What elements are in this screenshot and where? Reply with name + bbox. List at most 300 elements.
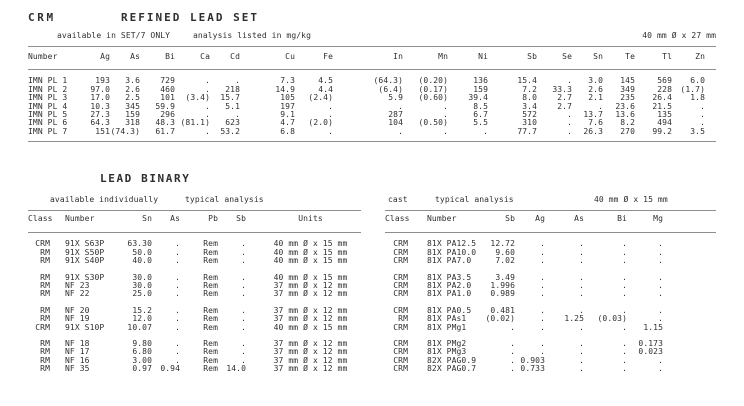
cell: .	[658, 289, 663, 299]
cell: 97.0	[90, 84, 110, 94]
cell: 37 mm Ø x 12 mm	[273, 289, 348, 299]
cell: 6.8	[280, 126, 295, 136]
cell: .	[622, 272, 627, 282]
cell: Rem	[203, 364, 218, 374]
cell: CRM	[393, 355, 408, 365]
cell: 197	[280, 101, 295, 111]
cell: CRM	[393, 247, 408, 257]
cell: NF 16	[65, 355, 90, 365]
cell: 37 mm Ø x 12 mm	[273, 347, 348, 357]
lead-binary-left-captions	[28, 193, 361, 210]
column-header: Number	[28, 47, 72, 70]
cell: .	[510, 322, 515, 332]
cell: 12.0	[132, 314, 152, 324]
cell: 3.49	[495, 272, 515, 282]
cell: 105	[280, 93, 295, 103]
cell: CRM	[393, 364, 408, 374]
column-header: In	[333, 47, 403, 70]
cell: 0.023	[638, 347, 663, 357]
column-header: Class	[385, 211, 411, 233]
cell: .	[622, 347, 627, 357]
cell: CRM	[393, 305, 408, 315]
cell: .	[328, 126, 333, 136]
cell: CRM	[393, 239, 408, 249]
cell: 37 mm Ø x 12 mm	[273, 305, 348, 315]
cell: 21.5	[652, 101, 672, 111]
cell: 3.4	[522, 101, 537, 111]
cell: 81X PA0.5	[427, 305, 472, 315]
cell: RM	[40, 272, 50, 282]
header-row	[28, 211, 361, 233]
cell: .	[579, 355, 584, 365]
cell: CRM	[393, 339, 408, 349]
cell: .	[205, 84, 210, 94]
cell: CRM	[393, 272, 408, 282]
cell: .	[235, 110, 240, 120]
table-row	[28, 233, 361, 249]
cell: .	[510, 355, 515, 365]
cell: 15.2	[132, 305, 152, 315]
refined-lead-set-title: REFINED LEAD SET	[121, 11, 259, 24]
cell: NF 19	[65, 314, 90, 324]
cell: .	[579, 339, 584, 349]
cell: 40 mm Ø x 15 mm	[273, 322, 348, 332]
cell: CRM	[393, 281, 408, 291]
cell: Rem	[203, 339, 218, 349]
cell: 270	[620, 126, 635, 136]
cell: (0.60)	[418, 93, 448, 103]
cell: 91X S30P	[65, 272, 105, 282]
cell: 0.481	[490, 305, 515, 315]
cell: 40.0	[132, 256, 152, 266]
cell: .	[540, 314, 545, 324]
column-header: Number	[54, 211, 114, 233]
cell: .	[658, 314, 663, 324]
cell: (0.20)	[418, 76, 448, 86]
cell: 30.0	[132, 281, 152, 291]
cell: 572	[522, 110, 537, 120]
cell: .	[175, 289, 180, 299]
binary-right-header	[385, 211, 716, 233]
cell: .	[579, 239, 584, 249]
cell: 2.7	[557, 101, 572, 111]
cell: 26.3	[583, 126, 603, 136]
column-header: As	[110, 47, 140, 70]
cell: 26.4	[652, 93, 672, 103]
cell: .	[241, 339, 246, 349]
cell: RM	[40, 364, 50, 374]
cell: NF 20	[65, 305, 90, 315]
cell: (81.1)	[180, 118, 210, 128]
cell: RM	[40, 281, 50, 291]
cell: 2.1	[588, 93, 603, 103]
cell: .	[205, 101, 210, 111]
cell: .	[510, 347, 515, 357]
cell: .	[510, 364, 515, 374]
cell: 81X PAs1	[427, 314, 467, 324]
binary-availability-caption: available individually	[50, 195, 159, 204]
cell: 37 mm Ø x 12 mm	[273, 314, 348, 324]
cell: .	[241, 247, 246, 257]
cell: 23.6	[615, 101, 635, 111]
cell: RM	[40, 305, 50, 315]
cell: 15.7	[220, 93, 240, 103]
column-header: Sb	[469, 211, 515, 233]
cell: .	[622, 289, 627, 299]
binary-right-body	[385, 233, 716, 374]
cell: .	[658, 272, 663, 282]
cell: .	[622, 339, 627, 349]
column-header: Te	[603, 47, 635, 70]
cell: (0.17)	[418, 84, 448, 94]
cell: RM	[40, 355, 50, 365]
cell: 5.5	[473, 118, 488, 128]
cell: 159	[125, 110, 140, 120]
cell: 10.3	[90, 101, 110, 111]
cell: .	[579, 272, 584, 282]
cell: .	[622, 322, 627, 332]
cell: .	[540, 339, 545, 349]
cell: 9.1	[280, 110, 295, 120]
cell: .	[567, 126, 572, 136]
cell: 5.9	[388, 93, 403, 103]
cell: .	[540, 256, 545, 266]
cell: (6.4)	[378, 84, 403, 94]
cell: 12.72	[490, 239, 515, 249]
cell: .	[540, 239, 545, 249]
lead-binary-title: LEAD BINARY	[100, 172, 191, 185]
table-row	[385, 257, 716, 265]
cell: 2.6	[125, 84, 140, 94]
cell: 61.7	[155, 126, 175, 136]
cell: RM	[40, 256, 50, 266]
cell: .	[175, 239, 180, 249]
table-row	[385, 290, 716, 298]
cell: 0.94	[160, 364, 180, 374]
cell: 30.0	[132, 272, 152, 282]
cell: RM	[398, 314, 408, 324]
cell: Rem	[203, 305, 218, 315]
cell: Rem	[203, 322, 218, 332]
column-header: Bi	[140, 47, 175, 70]
cell: Rem	[203, 272, 218, 282]
cell: CRM	[35, 322, 50, 332]
cell: 7.6	[588, 118, 603, 128]
cell: 15.4	[517, 76, 537, 86]
cell: .	[540, 347, 545, 357]
cell: Rem	[203, 239, 218, 249]
cell: 40 mm Ø x 15 mm	[273, 247, 348, 257]
cell: 39.4	[468, 93, 488, 103]
table-row	[28, 257, 361, 265]
cell: .	[579, 256, 584, 266]
cell: .	[658, 305, 663, 315]
cell: (0.02)	[485, 314, 515, 324]
cell: 101	[160, 93, 175, 103]
cell: 82X PAG0.7	[427, 364, 477, 374]
lead-binary-right-table	[385, 210, 716, 374]
cell: .	[622, 239, 627, 249]
cell: .	[622, 364, 627, 374]
cell: NF 18	[65, 339, 90, 349]
refined-specimen-size: 40 mm Ø x 27 mm	[642, 31, 716, 40]
cell: .	[658, 364, 663, 374]
column-header: Units	[246, 211, 361, 233]
cell: 318	[125, 118, 140, 128]
cell: Rem	[203, 347, 218, 357]
cell: RM	[40, 347, 50, 357]
table-row	[28, 128, 716, 142]
cell: 91X S50P	[65, 247, 105, 257]
column-header: Cd	[210, 47, 240, 70]
refined-availability-caption: available in SET/7 ONLY	[57, 31, 171, 40]
column-header: Sb	[218, 211, 246, 233]
cell: IMN PL 7	[28, 126, 68, 136]
table-row	[385, 324, 716, 332]
cell: 48.3	[155, 118, 175, 128]
lead-binary-left-table	[28, 210, 361, 374]
cell: .	[443, 101, 448, 111]
cell: .	[241, 355, 246, 365]
cell: .	[175, 305, 180, 315]
cell: 33.3	[552, 84, 572, 94]
cell: .	[205, 126, 210, 136]
cell: (3.4)	[185, 93, 210, 103]
refined-table-body	[28, 70, 716, 142]
cell: 77.7	[517, 126, 537, 136]
cell: .	[658, 247, 663, 257]
cell: Rem	[203, 314, 218, 324]
cell: Rem	[203, 355, 218, 365]
cell: 151	[95, 126, 110, 136]
cell: 25.0	[132, 289, 152, 299]
cell: 2.7	[557, 93, 572, 103]
cell: .	[241, 272, 246, 282]
column-header: As	[152, 211, 180, 233]
cell: CRM	[393, 289, 408, 299]
cell: .	[579, 305, 584, 315]
column-header: Ag	[515, 211, 545, 233]
cell: .	[579, 364, 584, 374]
cell: CRM	[35, 239, 50, 249]
cell: Rem	[203, 256, 218, 266]
cell: .	[700, 101, 705, 111]
cell: 0.903	[520, 355, 545, 365]
table-row	[28, 365, 361, 373]
cell: .	[622, 247, 627, 257]
table-row	[28, 70, 716, 86]
cell: RM	[40, 339, 50, 349]
refined-table-header	[28, 47, 716, 70]
cell: .	[175, 281, 180, 291]
cell: 228	[657, 84, 672, 94]
column-header: Number	[411, 211, 469, 233]
cell: 81X PMg2	[427, 339, 467, 349]
cell: RM	[40, 314, 50, 324]
cell: 1.25	[564, 314, 584, 324]
cell: 81X PA10.0	[427, 247, 477, 257]
column-header: Fe	[295, 47, 333, 70]
cell: 63.30	[127, 239, 152, 249]
cell: 7.2	[522, 84, 537, 94]
cell: IMN PL 6	[28, 118, 68, 128]
cell: 91X S40P	[65, 256, 105, 266]
cell: IMN PL 5	[28, 110, 68, 120]
cell: RM	[40, 247, 50, 257]
cell: 623	[225, 118, 240, 128]
cell: 0.97	[132, 364, 152, 374]
cell: .	[658, 256, 663, 266]
cell: .	[579, 289, 584, 299]
cell: .	[579, 322, 584, 332]
cell: .	[398, 101, 403, 111]
cell: 8.5	[473, 101, 488, 111]
cell: 1.996	[490, 281, 515, 291]
cell: (0.03)	[597, 314, 627, 324]
crm-class-label: CRM	[28, 11, 56, 24]
cell: .	[540, 305, 545, 315]
cell: .	[540, 289, 545, 299]
cell: .	[540, 272, 545, 282]
cell: .	[540, 322, 545, 332]
cell: .	[205, 76, 210, 86]
cell: .	[175, 355, 180, 365]
cell: 81X PA1.0	[427, 289, 472, 299]
column-header: Pb	[180, 211, 218, 233]
cell: .	[567, 110, 572, 120]
cell: 349	[620, 84, 635, 94]
cell: 235	[620, 93, 635, 103]
binary-analysis-caption: typical analysis	[435, 195, 514, 204]
cell: 81X PA3.5	[427, 272, 472, 282]
column-header: As	[545, 211, 584, 233]
cell: .	[622, 256, 627, 266]
binary-left-body	[28, 233, 361, 374]
cell: 14.0	[226, 364, 246, 374]
cell: 135	[657, 110, 672, 120]
cell: 494	[657, 118, 672, 128]
cell: .	[700, 118, 705, 128]
cell: 17.0	[90, 93, 110, 103]
cell: .	[205, 110, 210, 120]
cell: 5.1	[225, 101, 240, 111]
column-header: Ni	[448, 47, 488, 70]
binary-analysis-caption: typical analysis	[185, 195, 264, 204]
cell: .	[235, 76, 240, 86]
cell: 81X PA7.0	[427, 256, 472, 266]
cell: 6.80	[132, 347, 152, 357]
cell: .	[241, 347, 246, 357]
cell: 40 mm Ø x 15 mm	[273, 272, 348, 282]
cell: 218	[225, 84, 240, 94]
cell: 3.5	[690, 126, 705, 136]
cell: 4.7	[280, 118, 295, 128]
cell: 50.0	[132, 247, 152, 257]
cell: 59.9	[155, 101, 175, 111]
cell: CRM	[393, 256, 408, 266]
cell: 82X PAG0.9	[427, 355, 477, 365]
cell: .	[241, 239, 246, 249]
lead-binary-left-section	[28, 193, 361, 374]
cell: .	[175, 322, 180, 332]
cell: NF 17	[65, 347, 90, 357]
cell: 13.6	[615, 110, 635, 120]
cell: 37 mm Ø x 12 mm	[273, 355, 348, 365]
cell: .	[658, 239, 663, 249]
cell: .	[658, 281, 663, 291]
cell: CRM	[393, 322, 408, 332]
table-row	[385, 365, 716, 373]
cell: .	[540, 247, 545, 257]
cell: (1.7)	[680, 84, 705, 94]
table-row	[28, 324, 361, 332]
column-header: Zn	[672, 47, 716, 70]
cell: 6.7	[473, 110, 488, 120]
cell: .	[328, 101, 333, 111]
cell: NF 35	[65, 364, 90, 374]
cell: 40 mm Ø x 15 mm	[273, 256, 348, 266]
cell: NF 23	[65, 281, 90, 291]
cell: 91X S10P	[65, 322, 105, 332]
cell: 136	[473, 76, 488, 86]
cell: 287	[388, 110, 403, 120]
cell: 104	[388, 118, 403, 128]
cell: RM	[40, 289, 50, 299]
table-row	[28, 290, 361, 298]
column-header: Mg	[627, 211, 716, 233]
column-header: Mn	[403, 47, 448, 70]
cell: IMN PL 1	[28, 76, 68, 86]
cell: .	[579, 347, 584, 357]
cell: 37 mm Ø x 12 mm	[273, 281, 348, 291]
cell: 64.3	[90, 118, 110, 128]
cell: .	[622, 281, 627, 291]
cell: .	[700, 110, 705, 120]
column-header: Sn	[572, 47, 603, 70]
cell: 99.2	[652, 126, 672, 136]
cell: 8.0	[522, 93, 537, 103]
cell: 81X PMg1	[427, 322, 467, 332]
cell: 0.733	[520, 364, 545, 374]
cell: .	[510, 339, 515, 349]
cell: CRM	[393, 347, 408, 357]
cell: .	[241, 289, 246, 299]
cell: 37 mm Ø x 12 mm	[273, 339, 348, 349]
cell: 7.3	[280, 76, 295, 86]
cell: .	[328, 110, 333, 120]
cell: (64.3)	[373, 76, 403, 86]
cell: 14.9	[275, 84, 295, 94]
cell: .	[241, 256, 246, 266]
cell: .	[241, 281, 246, 291]
cell: 37 mm Ø x 12 mm	[273, 364, 348, 374]
cell: 8.2	[620, 118, 635, 128]
cell: 81X PMg3	[427, 347, 467, 357]
cell: Rem	[203, 281, 218, 291]
cell: 159	[473, 84, 488, 94]
cell: .	[398, 126, 403, 136]
cell: 1.15	[643, 322, 663, 332]
cell: IMN PL 4	[28, 101, 68, 111]
cell: .	[175, 339, 180, 349]
cell: .	[622, 305, 627, 315]
refined-lead-set-table	[28, 46, 716, 142]
cell: .	[241, 305, 246, 315]
cell: 27.3	[90, 110, 110, 120]
cell: 40 mm Ø x 15 mm	[273, 239, 348, 249]
cell: .	[598, 101, 603, 111]
cell: .	[175, 256, 180, 266]
